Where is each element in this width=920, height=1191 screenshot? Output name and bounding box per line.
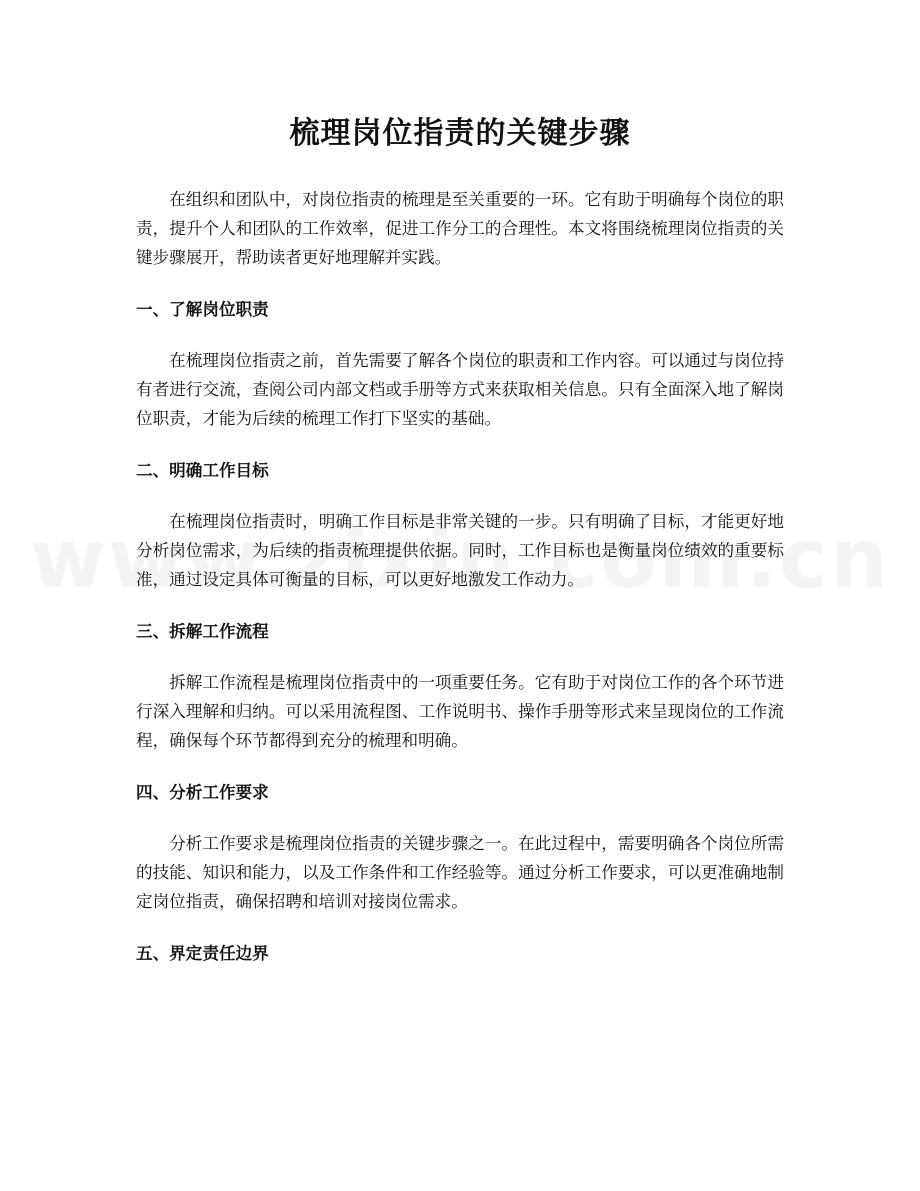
section-heading: 二、明确工作目标: [136, 461, 269, 480]
section-2: [136, 456, 784, 594]
section-4: [136, 778, 784, 916]
section-body: 在梳理岗位指责时，明确工作目标是非常关键的一步。只有明确了目标，才能更好地分析岗位需求，为后续的指责梳理提供依据。同时，工作目标也是衡量岗位绩效的重要标准，通过设定具体可衡量的目标，可以更好地激发工作动力。: [136, 512, 784, 589]
intro-paragraph: 在组织和团队中，对岗位指责的梳理是至关重要的一环。它有助于明确每个岗位的职责，提升个人和团队的工作效率，促进工作分工的合理性。本文将围绕梳理岗位指责的关键步骤展开，帮助读者更好地理解并实践。: [136, 190, 784, 267]
section-heading: 三、拆解工作流程: [136, 622, 269, 641]
document-page: [136, 0, 784, 968]
document-title: 梳理岗位指责的关键步骤: [289, 116, 631, 151]
section-heading: 五、界定责任边界: [136, 944, 269, 963]
section-heading: 四、分析工作要求: [136, 783, 269, 802]
section-body: 在梳理岗位指责之前，首先需要了解各个岗位的职责和工作内容。可以通过与岗位持有者进行交流，查阅公司内部文档或手册等方式来获取相关信息。只有全面深入地了解岗位职责，才能为后续的梳理工作打下坚实的基础。: [136, 351, 784, 428]
section-body: 拆解工作流程是梳理岗位指责中的一项重要任务。它有助于对岗位工作的各个环节进行深入理解和归纳。可以采用流程图、工作说明书、操作手册等形式来呈现岗位的工作流程，确保每个环节都得到充分的梳理和明确。: [136, 673, 784, 750]
section-heading: 一、了解岗位职责: [136, 300, 269, 319]
section-3: [136, 617, 784, 755]
section-5: [136, 939, 784, 968]
section-body: 分析工作要求是梳理岗位指责的关键步骤之一。在此过程中，需要明确各个岗位所需的技能、知识和能力，以及工作条件和工作经验等。通过分析工作要求，可以更准确地制定岗位指责，确保招聘和培训对接岗位需求。: [136, 834, 784, 911]
section-1: [136, 295, 784, 433]
